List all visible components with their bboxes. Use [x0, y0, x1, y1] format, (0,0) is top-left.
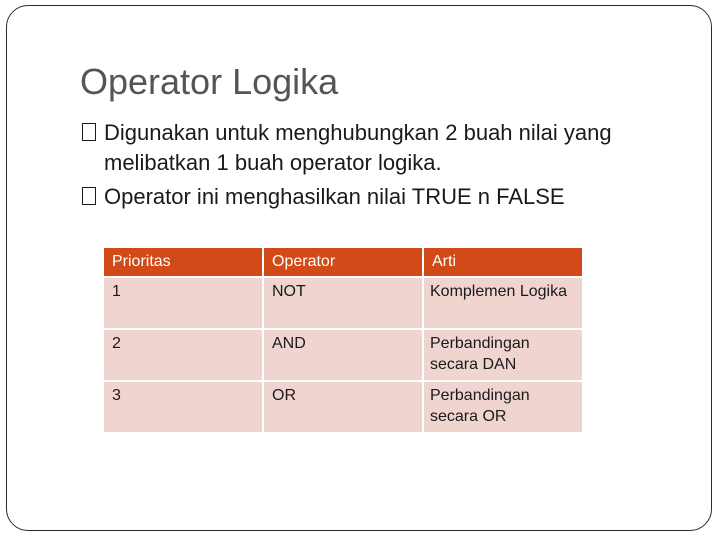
- table-row: [103, 329, 583, 381]
- bullet-box-icon: [82, 123, 96, 141]
- cell-prioritas: 1: [103, 277, 263, 329]
- bullet-text: Digunakan untuk menghubungkan 2 buah nilai yang melibatkan 1 buah operator logika.: [104, 120, 612, 175]
- table-row: [103, 381, 583, 433]
- cell-operator: AND: [263, 329, 423, 381]
- header-operator: Operator: [263, 247, 423, 277]
- bullet-box-icon: [82, 187, 96, 205]
- table-row: [103, 277, 583, 329]
- cell-prioritas: 3: [103, 381, 263, 433]
- cell-arti: Komplemen Logika: [423, 277, 583, 329]
- cell-operator: OR: [263, 381, 423, 433]
- table-header-row: [103, 247, 583, 277]
- cell-arti: Perbandingan secara OR: [423, 381, 583, 433]
- slide-title: Operator Logika: [80, 61, 339, 102]
- bullet-item: [82, 182, 702, 212]
- cell-operator: NOT: [263, 277, 423, 329]
- bullet-text: Operator ini menghasilkan nilai TRUE n FALSE: [104, 184, 565, 209]
- cell-arti: Perbandingan secara DAN: [423, 329, 583, 381]
- bullet-list: [82, 118, 702, 216]
- bullet-item: [82, 118, 702, 178]
- header-arti: Arti: [423, 247, 583, 277]
- operator-table: [102, 246, 584, 434]
- cell-prioritas: 2: [103, 329, 263, 381]
- header-prioritas: Prioritas: [103, 247, 263, 277]
